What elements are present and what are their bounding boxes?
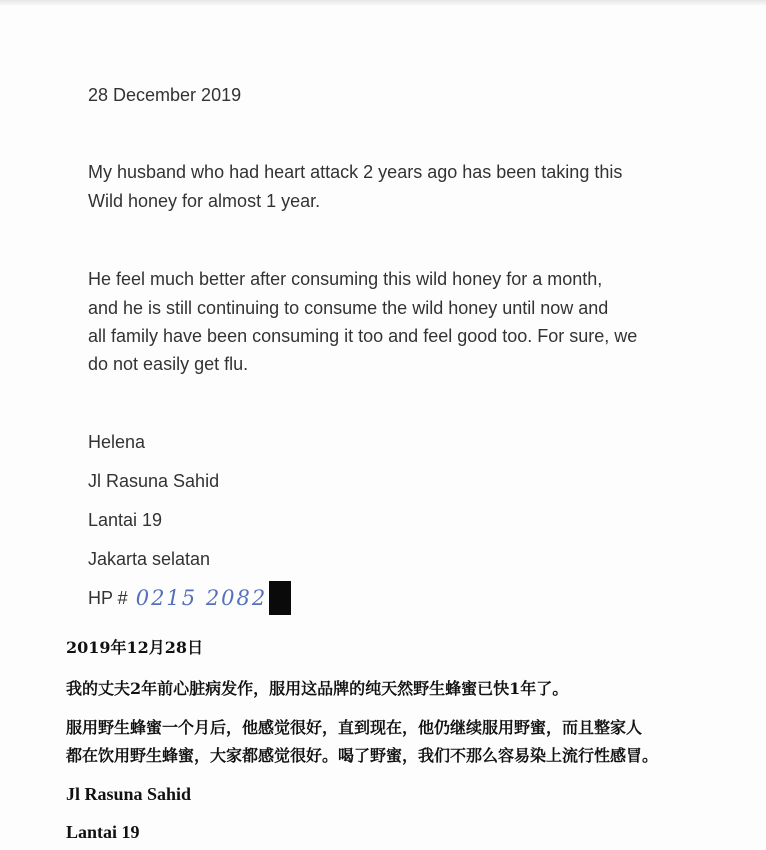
signature-city: Jakarta selatan — [88, 549, 211, 569]
chinese-paragraph-2-line: 服用野生蜂蜜一个月后，他感觉很好，直到现在，他仍继续服用野蜜，而且整家人 — [66, 718, 643, 737]
signature-floor: Lantai 19 — [88, 510, 163, 530]
chinese-paragraph-1: 我的丈夫2年前心脏病发作，服用这品牌的纯天然野生蜂蜜已快1年了。 — [66, 679, 569, 698]
phone-row — [88, 578, 291, 618]
handwritten-phone-number: 0215 2082 — [135, 586, 268, 610]
signature-street: Jl Rasuna Sahid — [88, 471, 220, 491]
paragraph-1-line: Wild honey for almost 1 year. — [88, 191, 321, 211]
chinese-floor: Lantai 19 — [66, 822, 140, 842]
paragraph-2-line: do not easily get flu. — [88, 354, 249, 374]
phone-label: HP # — [88, 587, 128, 608]
redaction-block — [269, 581, 291, 615]
signature-name: Helena — [88, 432, 146, 452]
scan-edge-shadow — [0, 0, 766, 6]
paragraph-2-line: all family have been consuming it too and feel good too. For sure, we — [88, 326, 638, 346]
paragraph-1-line: My husband who had heart attack 2 years ago has been taking this — [88, 162, 623, 182]
paragraph-2-line: and he is still continuing to consume the wild honey until now and — [88, 298, 609, 318]
chinese-street: Jl Rasuna Sahid — [66, 784, 192, 804]
paragraph-2-line: He feel much better after consuming this wild honey for a month, — [88, 269, 603, 289]
chinese-paragraph-2-line: 都在饮用野生蜂蜜，大家都感觉很好。喝了野蜜，我们不那么容易染上流行性感冒。 — [66, 746, 659, 765]
chinese-date: 2019年12月28日 — [66, 638, 204, 657]
letter-date: 28 December 2019 — [88, 85, 242, 105]
